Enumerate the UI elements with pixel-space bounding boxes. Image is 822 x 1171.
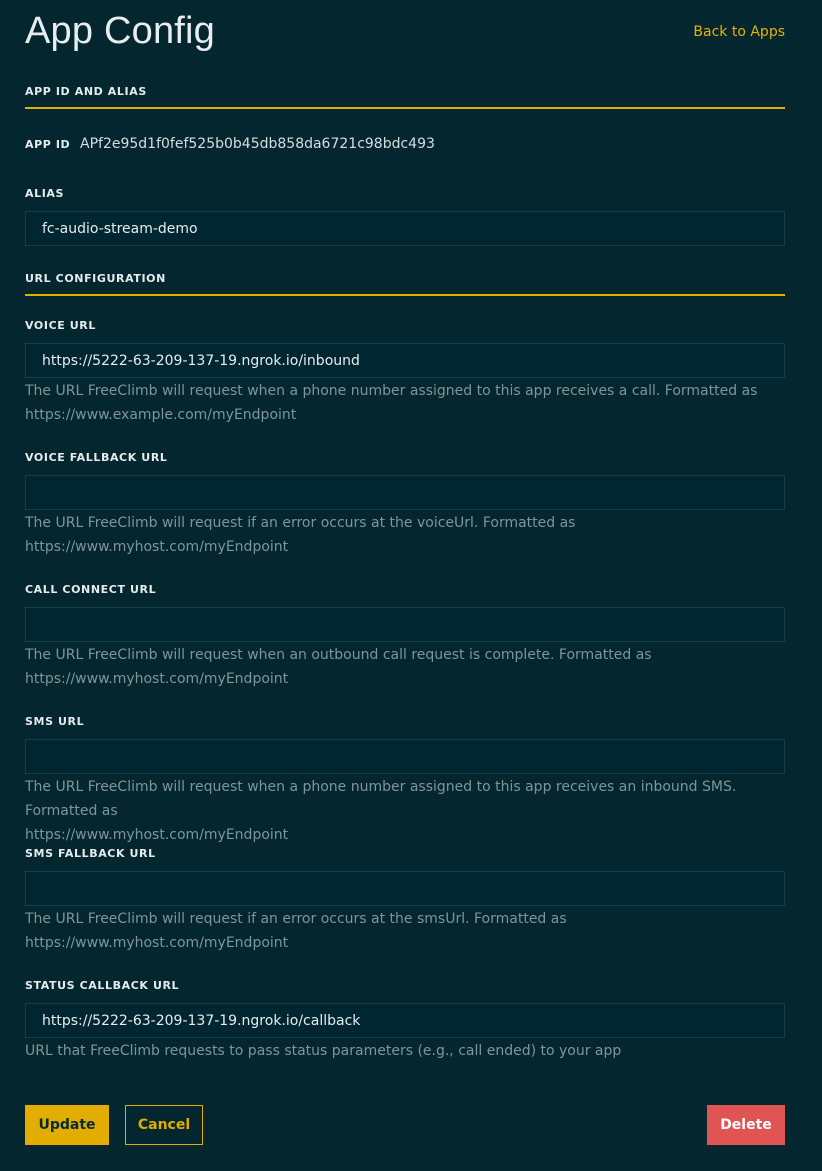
voice-fallback-url-label: VOICE FALLBACK URL <box>25 451 168 464</box>
voice-fallback-url-help-line2: https://www.myhost.com/myEndpoint <box>25 539 289 555</box>
sms-url-help-line2: https://www.myhost.com/myEndpoint <box>25 827 289 843</box>
app-id-value: APf2e95d1f0fef525b0b45db858da6721c98bdc493 <box>80 136 435 152</box>
call-connect-url-help <box>25 643 785 691</box>
status-callback-url-input[interactable] <box>25 1003 785 1038</box>
sms-fallback-url-label: SMS FALLBACK URL <box>25 847 156 860</box>
update-button[interactable]: Update <box>25 1105 109 1145</box>
voice-url-input[interactable] <box>25 343 785 378</box>
status-callback-url-help-line1: URL that FreeClimb requests to pass status parameters (e.g., call ended) to your app <box>25 1043 622 1059</box>
sms-url-help-line1: The URL FreeClimb will request when a phone number assigned to this app receives an inbound SMS. Formatted as <box>25 779 737 819</box>
call-connect-url-label: CALL CONNECT URL <box>25 583 157 596</box>
sms-fallback-url-input[interactable] <box>25 871 785 906</box>
alias-label: ALIAS <box>25 187 65 200</box>
section-header-app-id-alias: APP ID AND ALIAS <box>25 85 785 109</box>
call-connect-url-help-line2: https://www.myhost.com/myEndpoint <box>25 671 289 687</box>
sms-url-help <box>25 775 785 847</box>
call-connect-url-help-line1: The URL FreeClimb will request when an outbound call request is complete. Formatted as <box>25 647 652 663</box>
voice-url-label: VOICE URL <box>25 319 96 332</box>
section-header-url-configuration: URL CONFIGURATION <box>25 272 785 296</box>
status-callback-url-label: STATUS CALLBACK URL <box>25 979 180 992</box>
voice-url-help <box>25 379 785 427</box>
voice-fallback-url-input[interactable] <box>25 475 785 510</box>
sms-url-label: SMS URL <box>25 715 85 728</box>
back-to-apps-link[interactable]: Back to Apps <box>693 24 785 40</box>
cancel-button[interactable]: Cancel <box>125 1105 203 1145</box>
call-connect-url-input[interactable] <box>25 607 785 642</box>
app-id-label: APP ID <box>25 138 71 151</box>
page-title: App Config <box>25 10 216 52</box>
alias-input[interactable] <box>25 211 785 246</box>
sms-fallback-url-help-line1: The URL FreeClimb will request if an error occurs at the smsUrl. Formatted as https://www.myhost.com/myEndpoint <box>25 911 567 951</box>
voice-fallback-url-help-line1: The URL FreeClimb will request if an error occurs at the voiceUrl. Formatted as <box>25 515 576 531</box>
sms-fallback-url-help <box>25 907 785 955</box>
sms-url-input[interactable] <box>25 739 785 774</box>
voice-url-help-line2: https://www.example.com/myEndpoint <box>25 407 297 423</box>
voice-fallback-url-help <box>25 511 785 559</box>
delete-button[interactable]: Delete <box>707 1105 785 1145</box>
status-callback-url-help <box>25 1039 785 1063</box>
voice-url-help-line1: The URL FreeClimb will request when a phone number assigned to this app receives a call. Formatted as <box>25 383 758 399</box>
